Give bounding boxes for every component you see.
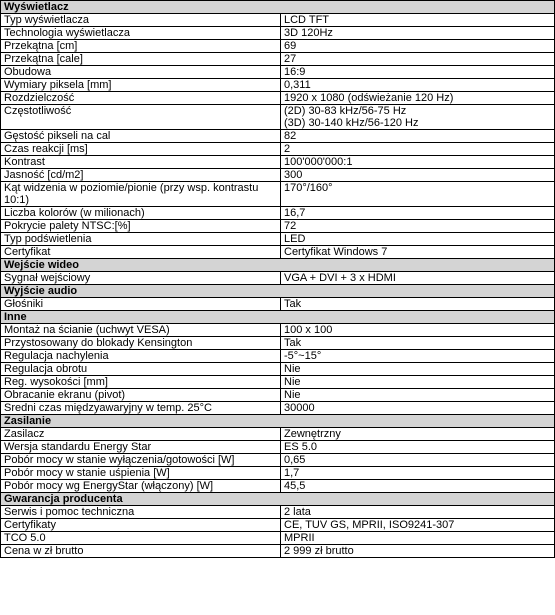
spec-label: Kontrast	[1, 156, 281, 169]
spec-value: 16:9	[281, 66, 555, 79]
spec-row	[1, 130, 555, 143]
section-title: Wyjście audio	[1, 285, 555, 298]
section-title: Zasilanie	[1, 415, 555, 428]
section-title: Wejście wideo	[1, 259, 555, 272]
spec-label: Liczba kolorów (w milionach)	[1, 207, 281, 220]
spec-label: Pobór mocy w stanie uśpienia [W]	[1, 467, 281, 480]
spec-row	[1, 169, 555, 182]
spec-row	[1, 324, 555, 337]
spec-value: -5°~15°	[281, 350, 555, 363]
spec-label: Pokrycie palety NTSC:[%]	[1, 220, 281, 233]
spec-row	[1, 40, 555, 53]
section-title: Inne	[1, 311, 555, 324]
spec-value: 82	[281, 130, 555, 143]
spec-row	[1, 428, 555, 441]
spec-value: 100 x 100	[281, 324, 555, 337]
spec-label: Zasilacz	[1, 428, 281, 441]
spec-value: 100'000'000:1	[281, 156, 555, 169]
spec-value: 16,7	[281, 207, 555, 220]
spec-row	[1, 156, 555, 169]
spec-row	[1, 298, 555, 311]
spec-value: 3D 120Hz	[281, 27, 555, 40]
section-title: Wyświetlacz	[1, 1, 555, 14]
spec-value: 2	[281, 143, 555, 156]
spec-row	[1, 79, 555, 92]
spec-label: Regulacja obrotu	[1, 363, 281, 376]
spec-value: ES 5.0	[281, 441, 555, 454]
spec-value: (2D) 30-83 kHz/56-75 Hz (3D) 30-140 kHz/56-120 Hz	[281, 105, 555, 130]
spec-label: TCO 5.0	[1, 532, 281, 545]
section-header-row	[1, 311, 555, 324]
spec-label: Wymiary piksela [mm]	[1, 79, 281, 92]
spec-row	[1, 27, 555, 40]
spec-row	[1, 454, 555, 467]
spec-value: 30000	[281, 402, 555, 415]
spec-label: Kąt widzenia w poziomie/pionie (przy wsp. kontrastu 10:1)	[1, 182, 281, 207]
section-header-row	[1, 415, 555, 428]
spec-row	[1, 363, 555, 376]
spec-label: Obudowa	[1, 66, 281, 79]
spec-row	[1, 545, 555, 558]
spec-value: Tak	[281, 298, 555, 311]
spec-label: Montaż na ścianie (uchwyt VESA)	[1, 324, 281, 337]
spec-label: Technologia wyświetlacza	[1, 27, 281, 40]
section-header-row	[1, 1, 555, 14]
spec-value: LCD TFT	[281, 14, 555, 27]
spec-value: 27	[281, 53, 555, 66]
spec-label: Rozdzielczość	[1, 92, 281, 105]
section-header-row	[1, 259, 555, 272]
spec-row	[1, 389, 555, 402]
spec-label: Certyfikaty	[1, 519, 281, 532]
spec-value: Zewnętrzny	[281, 428, 555, 441]
spec-label: Typ wyświetlacza	[1, 14, 281, 27]
section-header-row	[1, 493, 555, 506]
spec-value: CE, TUV GS, MPRII, ISO9241-307	[281, 519, 555, 532]
section-header-row	[1, 285, 555, 298]
spec-label: Reg. wysokości [mm]	[1, 376, 281, 389]
spec-label: Głośniki	[1, 298, 281, 311]
spec-row	[1, 233, 555, 246]
spec-row	[1, 92, 555, 105]
spec-label: Gęstość pikseli na cal	[1, 130, 281, 143]
spec-label: Częstotliwość	[1, 105, 281, 130]
spec-value: 0,311	[281, 79, 555, 92]
spec-label: Certyfikat	[1, 246, 281, 259]
spec-value: Nie	[281, 363, 555, 376]
spec-label: Cena w zł brutto	[1, 545, 281, 558]
spec-value: VGA + DVI + 3 x HDMI	[281, 272, 555, 285]
spec-label: Wersja standardu Energy Star	[1, 441, 281, 454]
spec-value: 2 999 zł brutto	[281, 545, 555, 558]
spec-row	[1, 402, 555, 415]
spec-label: Przystosowany do blokady Kensington	[1, 337, 281, 350]
spec-value: Tak	[281, 337, 555, 350]
spec-row	[1, 272, 555, 285]
spec-value: 170°/160°	[281, 182, 555, 207]
spec-value: MPRII	[281, 532, 555, 545]
spec-row	[1, 350, 555, 363]
spec-label: Czas reakcji [ms]	[1, 143, 281, 156]
spec-row	[1, 441, 555, 454]
spec-row	[1, 53, 555, 66]
spec-row	[1, 220, 555, 233]
spec-label: Serwis i pomoc techniczna	[1, 506, 281, 519]
spec-value: 0,65	[281, 454, 555, 467]
spec-value: 2 lata	[281, 506, 555, 519]
spec-label: Pobór mocy wg EnergyStar (włączony) [W]	[1, 480, 281, 493]
spec-row	[1, 480, 555, 493]
spec-row	[1, 337, 555, 350]
spec-label: Przekątna [cale]	[1, 53, 281, 66]
spec-row	[1, 467, 555, 480]
spec-value: Nie	[281, 376, 555, 389]
spec-row	[1, 14, 555, 27]
spec-label: Regulacja nachylenia	[1, 350, 281, 363]
spec-label: Przekątna [cm]	[1, 40, 281, 53]
spec-label: Pobór mocy w stanie wyłączenia/gotowości [W]	[1, 454, 281, 467]
spec-row	[1, 506, 555, 519]
spec-value: 300	[281, 169, 555, 182]
spec-row	[1, 376, 555, 389]
spec-row	[1, 207, 555, 220]
spec-row	[1, 519, 555, 532]
spec-label: Obracanie ekranu (pivot)	[1, 389, 281, 402]
spec-label: Sredni czas międzyawaryjny w temp. 25°C	[1, 402, 281, 415]
spec-label: Sygnał wejściowy	[1, 272, 281, 285]
spec-value: 69	[281, 40, 555, 53]
section-title: Gwarancja producenta	[1, 493, 555, 506]
spec-label: Typ podświetlenia	[1, 233, 281, 246]
spec-row	[1, 182, 555, 207]
spec-value: LED	[281, 233, 555, 246]
spec-value: 72	[281, 220, 555, 233]
spec-row	[1, 532, 555, 545]
spec-value: 1920 x 1080 (odświeżanie 120 Hz)	[281, 92, 555, 105]
spec-value: 45,5	[281, 480, 555, 493]
spec-row	[1, 143, 555, 156]
spec-label: Jasność [cd/m2]	[1, 169, 281, 182]
spec-row	[1, 246, 555, 259]
spec-row	[1, 105, 555, 130]
spec-row	[1, 66, 555, 79]
spec-value: Certyfikat Windows 7	[281, 246, 555, 259]
spec-table-body	[1, 1, 555, 558]
spec-value: 1,7	[281, 467, 555, 480]
spec-value: Nie	[281, 389, 555, 402]
